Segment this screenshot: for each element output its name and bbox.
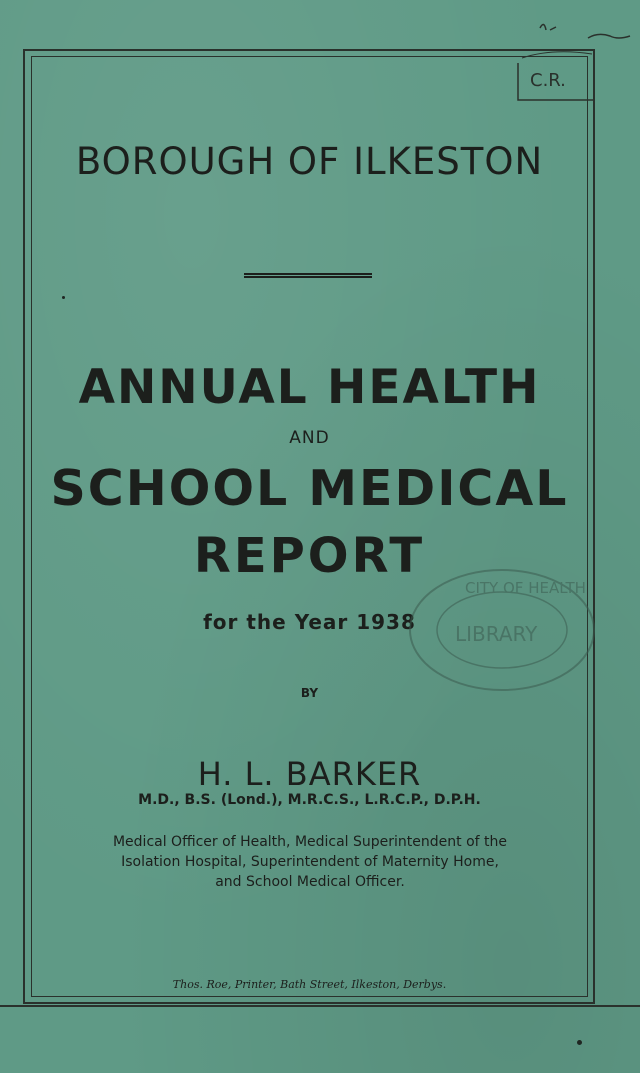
bottom-rule — [0, 1005, 640, 1007]
library-stamp — [405, 563, 600, 698]
title-line-3: REPORT — [193, 528, 426, 584]
author-name: H. L. BARKER — [197, 755, 422, 793]
printer-imprint: Thos. Roe, Printer, Bath Street, Ilkeston, Derbys. — [172, 978, 447, 991]
author-degrees: M.D., B.S. (Lond.), M.R.C.S., L.R.C.P., D.P.H. — [138, 792, 481, 808]
title-line-1: ANNUAL HEALTH — [78, 360, 541, 415]
by-label: BY — [300, 686, 319, 700]
title-and: AND — [289, 428, 330, 448]
borough-heading: BOROUGH OF ILKESTON — [75, 140, 544, 183]
handwritten-corner-mark — [500, 8, 640, 108]
ink-speck — [62, 296, 65, 299]
svg-text:C.R.: C.R. — [530, 70, 566, 91]
title-line-2: SCHOOL MEDICAL — [50, 460, 569, 517]
report-year: for the Year 1938 — [203, 610, 416, 634]
ink-speck — [577, 1040, 582, 1045]
svg-text:LIBRARY: LIBRARY — [455, 622, 538, 646]
svg-text:CITY OF HEALTH: CITY OF HEALTH — [465, 579, 586, 597]
double-rule-divider — [244, 273, 372, 275]
author-role: Medical Officer of Health, Medical Superintendent of the Isolation Hospital, Superintendent of Maternity Home, and School Medical Officer. — [112, 834, 508, 890]
